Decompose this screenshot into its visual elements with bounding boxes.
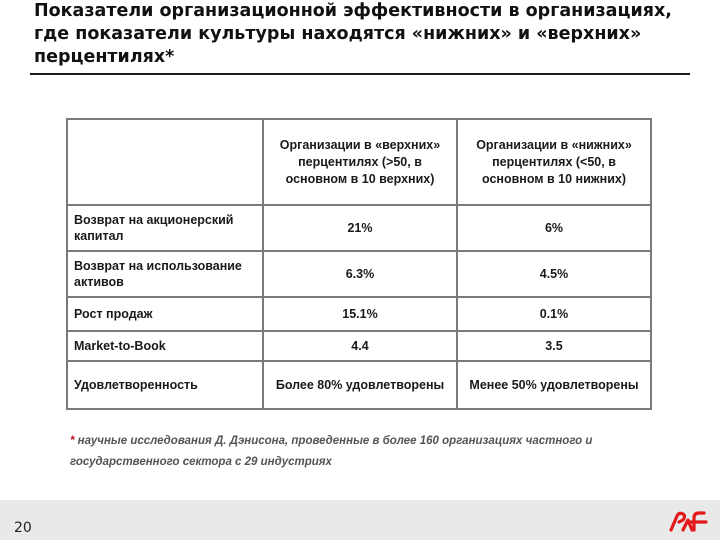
lower-value: 0.1% xyxy=(457,297,651,331)
header-empty-cell xyxy=(67,119,263,205)
row-label: Возврат на использование активов xyxy=(67,251,263,297)
upper-value: 6.3% xyxy=(263,251,457,297)
performance-table xyxy=(66,118,652,410)
upper-value: 21% xyxy=(263,205,457,251)
upper-value: 4.4 xyxy=(263,331,457,361)
table-header-row xyxy=(67,119,651,205)
lower-value: Менее 50% удовлетворены xyxy=(457,361,651,409)
table-row xyxy=(67,297,651,331)
slide-title: Показатели организационной эффективности в организациях, где показатели культуры находятся «нижних» и «верхних» перцентилях* xyxy=(34,1,672,67)
page-number: 20 xyxy=(14,520,32,536)
lower-value: 4.5% xyxy=(457,251,651,297)
row-label: Рост продаж xyxy=(67,297,263,331)
header-lower-percentile: Организации в «нижних» перцентилях (<50, в основном в 10 нижних) xyxy=(457,119,651,205)
upper-value: Более 80% удовлетворены xyxy=(263,361,457,409)
rzd-logo-icon xyxy=(668,508,708,534)
table-row xyxy=(67,331,651,361)
footnote-text: научные исследования Д. Дэнисона, проведенные в более 160 организациях частного и государственного сектора с 29 индустриях xyxy=(70,435,593,468)
footer-bar xyxy=(0,500,720,540)
table-row xyxy=(67,205,651,251)
row-label: Удовлетворенность xyxy=(67,361,263,409)
row-label: Market-to-Book xyxy=(67,331,263,361)
lower-value: 6% xyxy=(457,205,651,251)
footnote-star: * xyxy=(70,435,75,447)
upper-value: 15.1% xyxy=(263,297,457,331)
table-row xyxy=(67,361,651,409)
footnote xyxy=(70,431,630,473)
title-divider xyxy=(30,73,690,75)
lower-value: 3.5 xyxy=(457,331,651,361)
header-upper-percentile: Организации в «верхних» перцентилях (>50, в основном в 10 верхних) xyxy=(263,119,457,205)
row-label: Возврат на акционерский капитал xyxy=(67,205,263,251)
table-row xyxy=(67,251,651,297)
